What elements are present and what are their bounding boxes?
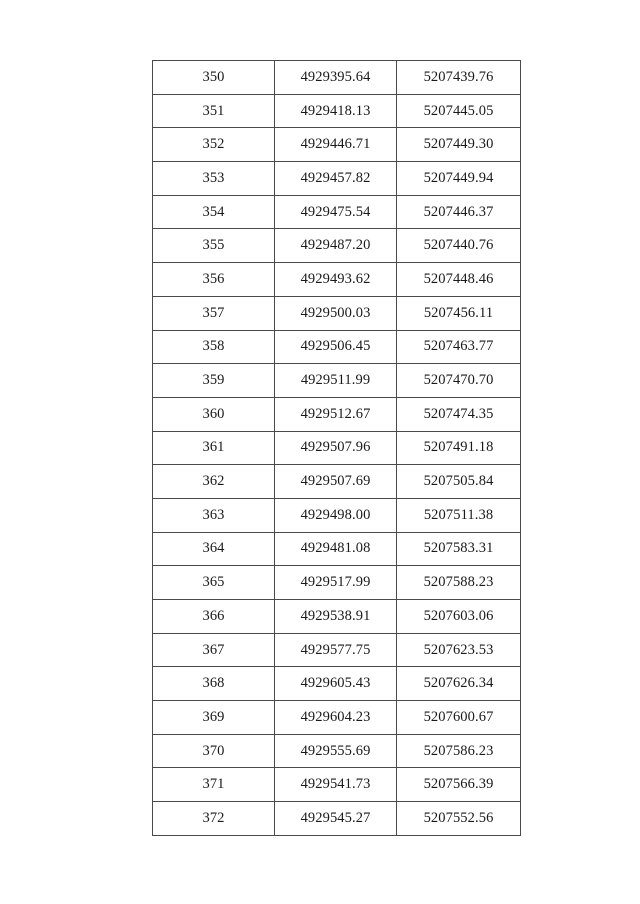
x-coordinate-cell: 4929604.23 bbox=[275, 701, 397, 735]
x-coordinate-cell: 4929493.62 bbox=[275, 263, 397, 297]
y-coordinate-cell: 5207448.46 bbox=[397, 263, 521, 297]
x-coordinate-cell: 4929507.69 bbox=[275, 465, 397, 499]
point-number-cell: 371 bbox=[153, 768, 275, 802]
x-coordinate-cell: 4929517.99 bbox=[275, 566, 397, 600]
table-row bbox=[153, 498, 521, 532]
table-row bbox=[153, 61, 521, 95]
x-coordinate-cell: 4929541.73 bbox=[275, 768, 397, 802]
point-number-cell: 365 bbox=[153, 566, 275, 600]
table-row bbox=[153, 566, 521, 600]
y-coordinate-cell: 5207626.34 bbox=[397, 667, 521, 701]
table-row bbox=[153, 532, 521, 566]
point-number-cell: 352 bbox=[153, 128, 275, 162]
x-coordinate-cell: 4929511.99 bbox=[275, 364, 397, 398]
table-row bbox=[153, 701, 521, 735]
x-coordinate-cell: 4929457.82 bbox=[275, 162, 397, 196]
x-coordinate-cell: 4929512.67 bbox=[275, 397, 397, 431]
table-row bbox=[153, 802, 521, 836]
point-number-cell: 356 bbox=[153, 263, 275, 297]
y-coordinate-cell: 5207505.84 bbox=[397, 465, 521, 499]
point-number-cell: 355 bbox=[153, 229, 275, 263]
coordinate-table bbox=[152, 60, 521, 836]
y-coordinate-cell: 5207511.38 bbox=[397, 498, 521, 532]
y-coordinate-cell: 5207583.31 bbox=[397, 532, 521, 566]
x-coordinate-cell: 4929395.64 bbox=[275, 61, 397, 95]
point-number-cell: 368 bbox=[153, 667, 275, 701]
y-coordinate-cell: 5207445.05 bbox=[397, 94, 521, 128]
x-coordinate-cell: 4929538.91 bbox=[275, 600, 397, 634]
x-coordinate-cell: 4929481.08 bbox=[275, 532, 397, 566]
table-row bbox=[153, 465, 521, 499]
y-coordinate-cell: 5207439.76 bbox=[397, 61, 521, 95]
point-number-cell: 358 bbox=[153, 330, 275, 364]
table-row bbox=[153, 229, 521, 263]
x-coordinate-cell: 4929577.75 bbox=[275, 633, 397, 667]
table-row bbox=[153, 128, 521, 162]
table-row bbox=[153, 768, 521, 802]
y-coordinate-cell: 5207474.35 bbox=[397, 397, 521, 431]
y-coordinate-cell: 5207586.23 bbox=[397, 734, 521, 768]
point-number-cell: 364 bbox=[153, 532, 275, 566]
table-row bbox=[153, 734, 521, 768]
point-number-cell: 369 bbox=[153, 701, 275, 735]
y-coordinate-cell: 5207491.18 bbox=[397, 431, 521, 465]
table-row bbox=[153, 195, 521, 229]
y-coordinate-cell: 5207449.30 bbox=[397, 128, 521, 162]
point-number-cell: 360 bbox=[153, 397, 275, 431]
point-number-cell: 367 bbox=[153, 633, 275, 667]
point-number-cell: 357 bbox=[153, 296, 275, 330]
x-coordinate-cell: 4929605.43 bbox=[275, 667, 397, 701]
table-row bbox=[153, 600, 521, 634]
y-coordinate-cell: 5207623.53 bbox=[397, 633, 521, 667]
y-coordinate-cell: 5207470.70 bbox=[397, 364, 521, 398]
table-row bbox=[153, 397, 521, 431]
point-number-cell: 370 bbox=[153, 734, 275, 768]
point-number-cell: 361 bbox=[153, 431, 275, 465]
table-row bbox=[153, 633, 521, 667]
x-coordinate-cell: 4929507.96 bbox=[275, 431, 397, 465]
point-number-cell: 372 bbox=[153, 802, 275, 836]
point-number-cell: 354 bbox=[153, 195, 275, 229]
table-row bbox=[153, 162, 521, 196]
y-coordinate-cell: 5207456.11 bbox=[397, 296, 521, 330]
y-coordinate-cell: 5207449.94 bbox=[397, 162, 521, 196]
coordinate-table-body bbox=[153, 61, 521, 836]
x-coordinate-cell: 4929487.20 bbox=[275, 229, 397, 263]
table-row bbox=[153, 431, 521, 465]
point-number-cell: 363 bbox=[153, 498, 275, 532]
y-coordinate-cell: 5207600.67 bbox=[397, 701, 521, 735]
y-coordinate-cell: 5207463.77 bbox=[397, 330, 521, 364]
table-row bbox=[153, 667, 521, 701]
x-coordinate-cell: 4929446.71 bbox=[275, 128, 397, 162]
point-number-cell: 362 bbox=[153, 465, 275, 499]
y-coordinate-cell: 5207440.76 bbox=[397, 229, 521, 263]
point-number-cell: 359 bbox=[153, 364, 275, 398]
x-coordinate-cell: 4929500.03 bbox=[275, 296, 397, 330]
point-number-cell: 350 bbox=[153, 61, 275, 95]
x-coordinate-cell: 4929418.13 bbox=[275, 94, 397, 128]
y-coordinate-cell: 5207588.23 bbox=[397, 566, 521, 600]
x-coordinate-cell: 4929475.54 bbox=[275, 195, 397, 229]
point-number-cell: 353 bbox=[153, 162, 275, 196]
table-row bbox=[153, 296, 521, 330]
table-row bbox=[153, 263, 521, 297]
y-coordinate-cell: 5207603.06 bbox=[397, 600, 521, 634]
table-row bbox=[153, 364, 521, 398]
x-coordinate-cell: 4929555.69 bbox=[275, 734, 397, 768]
x-coordinate-cell: 4929506.45 bbox=[275, 330, 397, 364]
y-coordinate-cell: 5207566.39 bbox=[397, 768, 521, 802]
point-number-cell: 351 bbox=[153, 94, 275, 128]
table-row bbox=[153, 330, 521, 364]
point-number-cell: 366 bbox=[153, 600, 275, 634]
y-coordinate-cell: 5207446.37 bbox=[397, 195, 521, 229]
x-coordinate-cell: 4929498.00 bbox=[275, 498, 397, 532]
table-row bbox=[153, 94, 521, 128]
y-coordinate-cell: 5207552.56 bbox=[397, 802, 521, 836]
x-coordinate-cell: 4929545.27 bbox=[275, 802, 397, 836]
